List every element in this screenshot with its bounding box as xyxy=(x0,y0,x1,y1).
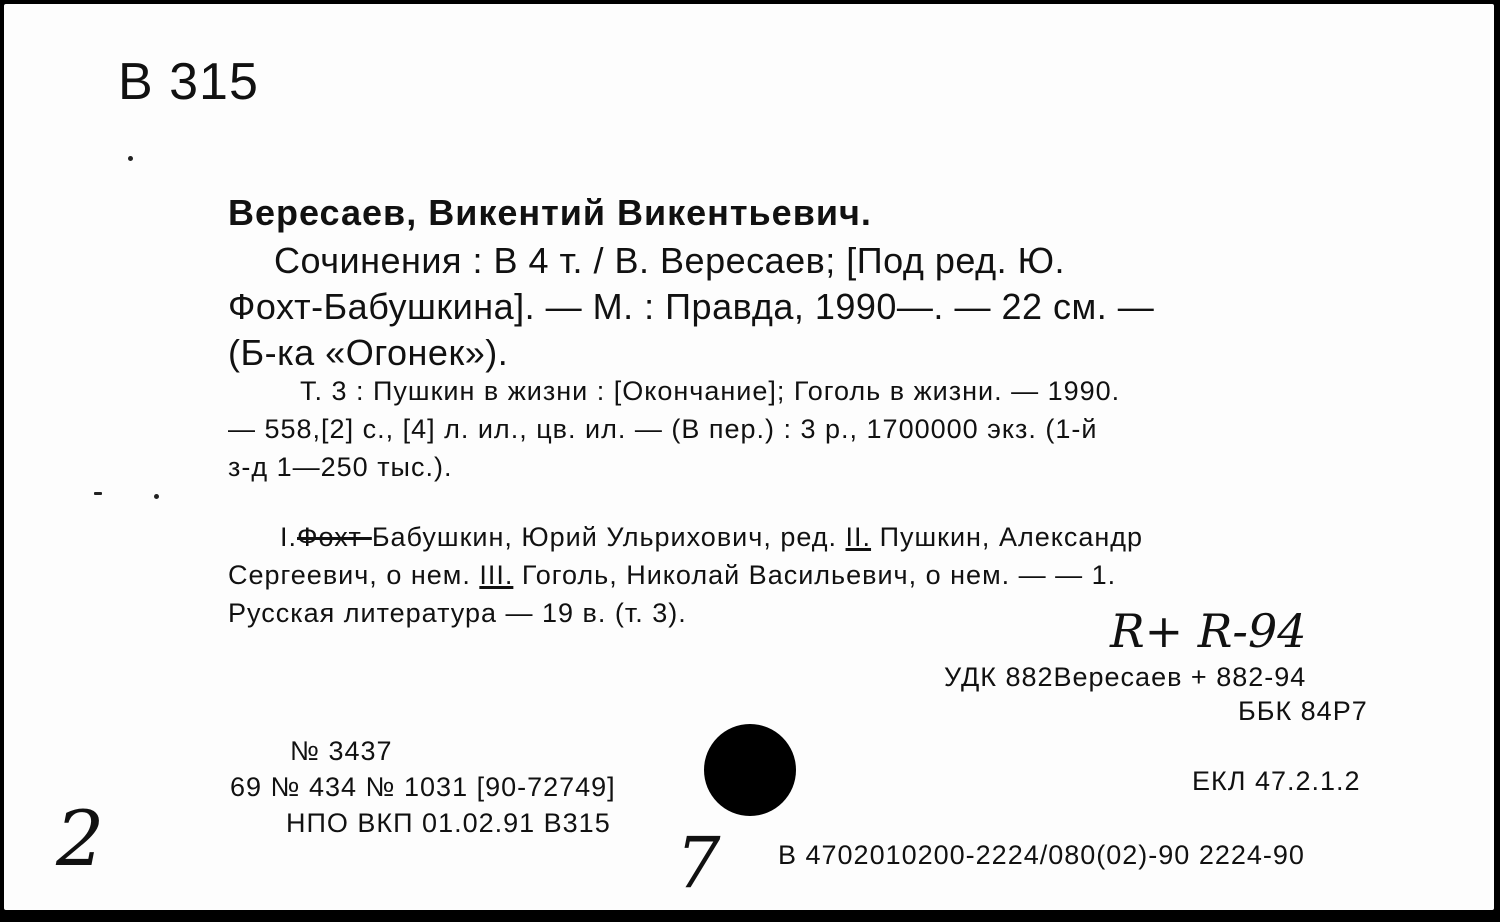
index-roman-i: I. xyxy=(280,522,298,552)
npo-line: НПО ВКП 01.02.91 В315 xyxy=(286,808,611,838)
handwritten-classification: R+ R-94 xyxy=(1110,604,1307,658)
title-line-2: Фохт-Бабушкина]. — М. : Правда, 1990—. — 22 см. — xyxy=(228,286,1155,327)
volume-line-1: Т. 3 : Пушкин в жизни : [Окончание]; Гоголь в жизни. — 1990. xyxy=(300,376,1121,406)
order-line: 69 № 434 № 1031 [90-72749] xyxy=(230,772,616,802)
index-roman-iii: III. xyxy=(479,560,514,590)
isbn-line: В 4702010200-2224/080(02)-90 2224-90 xyxy=(778,840,1305,870)
handwritten-digit-left: 2 xyxy=(56,794,105,883)
index-pushkin-cont: Сергеевич, о нем. xyxy=(228,560,471,590)
index-editor: Бабушкин, Юрий Ульрихович, ред. xyxy=(371,522,838,552)
index-gogol: Гоголь, Николай Васильевич, о нем. — — 1. xyxy=(521,560,1117,590)
speck xyxy=(128,156,133,161)
handwritten-digit-bottom: 7 xyxy=(676,822,721,904)
speck xyxy=(94,492,102,495)
order-number: № 3437 xyxy=(290,736,393,766)
struck-text: Фохт- xyxy=(297,522,372,552)
index-line-2 xyxy=(228,560,1116,591)
index-pushkin: Пушкин, Александр xyxy=(879,522,1144,552)
title-line-3: (Б-ка «Огонек»). xyxy=(228,332,509,373)
punch-hole xyxy=(704,724,796,816)
volume-line-3: з-д 1—250 тыс.). xyxy=(228,452,453,482)
author-heading: Вересаев, Викентий Викентьевич. xyxy=(228,192,872,233)
volume-line-2: — 558,[2] с., [4] л. ил., цв. ил. — (В пер.) : 3 р., 1700000 экз. (1-й xyxy=(228,414,1098,444)
shelf-mark: В 315 xyxy=(118,53,259,111)
bbk-code: ББК 84Р7 xyxy=(1238,696,1368,726)
title-line-1: Сочинения : В 4 т. / В. Вересаев; [Под ред. Ю. xyxy=(274,240,1066,281)
catalog-card xyxy=(4,4,1494,910)
ekl-code: ЕКЛ 47.2.1.2 xyxy=(1192,766,1361,796)
index-line-3: Русская литература — 19 в. (т. 3). xyxy=(228,598,687,628)
speck xyxy=(154,494,159,499)
index-line-1 xyxy=(280,522,1143,553)
udk-code: УДК 882Вересаев + 882-94 xyxy=(944,662,1307,692)
index-roman-ii: II. xyxy=(845,522,872,552)
